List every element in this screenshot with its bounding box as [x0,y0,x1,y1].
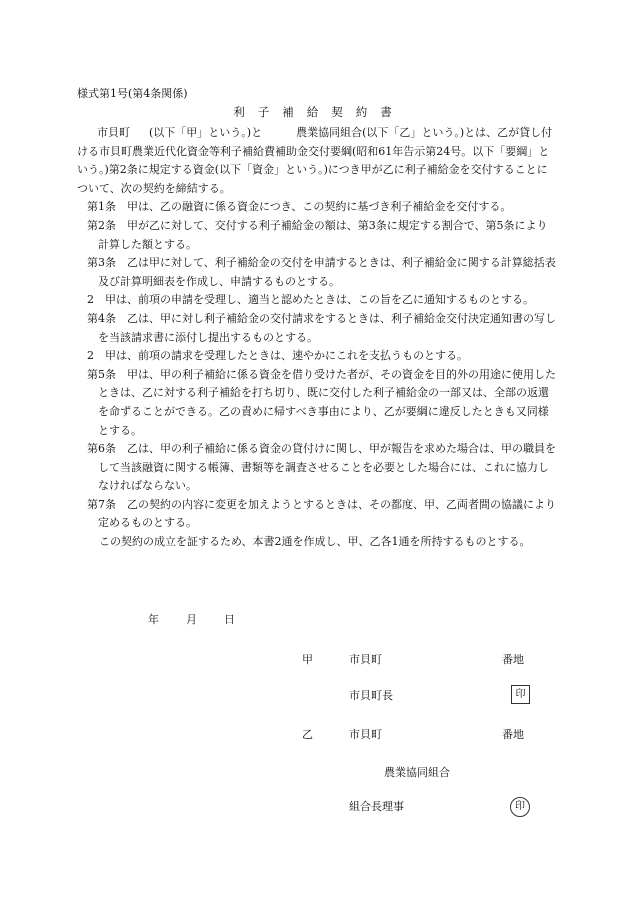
intro-lead: 市貝町 [97,126,130,139]
seal-circle-icon: 印 [510,797,530,817]
document-title: 利子補給契約書 [233,105,405,119]
article-3-paragraph-2: 2 甲は、前項の申請を受理し、適当と認めたときは、この旨を乙に通知するものとする。 [87,293,534,307]
party-otsu-label: 乙 [302,728,313,741]
document-body [77,124,557,552]
article-5: 第5条 甲は、甲の利子補給に係る資金を借り受けた者が、その資金を目的外の用途に使用したときは、乙に対する利子補給を打ち切り、既に交付した利子補給金の一部又は、全部の返還を命ずることができる。乙の責めに帰すべき事由により、乙が要綱に違反したときも又同様とする。 [87,367,556,437]
party-otsu-banchi: 番地 [502,728,524,741]
seal-square-icon: 印 [511,685,530,704]
party-otsu-title: 組合長理事 [349,800,404,813]
intro-paragraph [77,124,557,198]
date-line [148,612,235,628]
article-6: 第6条 乙は、甲の利子補給に係る資金の貸付けに関し、甲が報告を求めた場合は、甲の職員をして当該融資に関する帳簿、書類等を調査させることを必要とした場合には、これに協力しなければならない。 [87,442,556,493]
party-otsu-org: 農業協同組合 [384,766,450,779]
article-3: 第3条 乙は甲に対して、利子補給金の交付を申請するときは、利子補給金に関する計算総括表及び計算明細表を作成し、申請するものとする。 [87,256,556,288]
article-4-paragraph-2: 2 甲は、前項の請求を受理したときは、速やかにこれを支払うものとする。 [87,349,468,363]
article-1: 第1条 甲は、乙の融資に係る資金につき、この契約に基づき利子補給金を交付する。 [87,200,512,214]
intro-rest: とは、乙が貸し付ける市貝町農業近代化資金等利子補給費補助金交付要綱(昭和61年告示第24号。以下「要綱」という。)第2条に規定する資金(以下「資金」という。)につき甲が乙に利子補給金を交付することについて、次の契約を締結する。 [77,126,553,195]
date-year: 年 [148,613,159,626]
party-otsu-address: 市貝町 [349,728,382,741]
party-kou-label: 甲 [302,653,313,666]
date-month: 月 [186,613,197,626]
date-day: 日 [224,613,235,626]
closing-paragraph: この契約の成立を証するため、本書2通を作成し、甲、乙各1通を所持するものとする。 [99,535,531,549]
intro-party-b: 農業協同組合(以下「乙」という。) [296,126,465,139]
article-2: 第2条 甲が乙に対して、交付する利子補給金の額は、第3条に規定する割合で、第5条により計算した額とする。 [87,218,548,251]
article-7: 第7条 乙の契約の内容に変更を加えようとするときは、その都度、甲、乙両者間の協議により定めるものとする。 [87,497,556,530]
intro-party-a: (以下「甲」という。)と [149,126,263,139]
form-label: 様式第1号(第4条関係) [77,87,188,100]
party-kou-banchi: 番地 [502,653,524,666]
article-4: 第4条 乙は、甲に対し利子補給金の交付請求をするときは、利子補給金交付決定通知書の写しを当該請求書に添付し提出するものとする。 [87,311,556,344]
party-kou-title: 市貝町長 [349,689,393,702]
party-kou-address: 市貝町 [349,653,382,666]
